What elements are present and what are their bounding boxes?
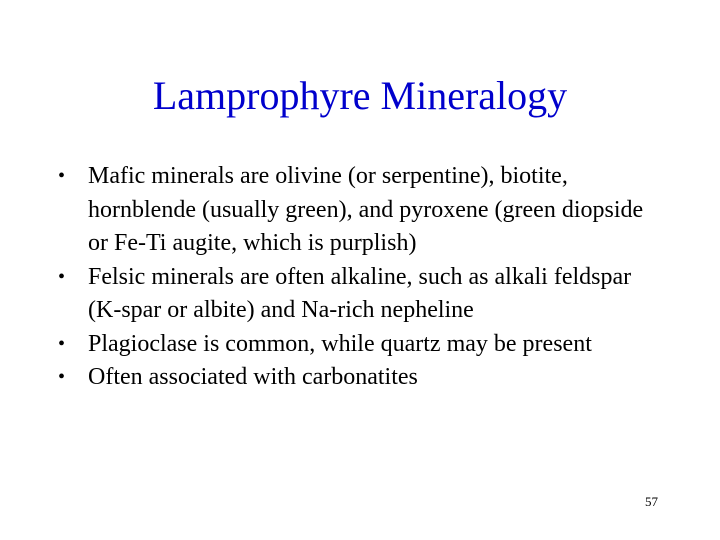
bullet-marker-icon: • bbox=[58, 366, 66, 388]
bullet-text: Mafic minerals are olivine (or serpentine), biotite, hornblende (usually green), and pyroxene (green diopside or Fe-Ti augite, which is purplish) bbox=[88, 163, 644, 256]
bullet-item bbox=[58, 361, 658, 395]
bullet-item bbox=[58, 261, 658, 328]
bullet-text: Felsic minerals are often alkaline, such as alkali feldspar (K-spar or albite) and Na-rich nepheline bbox=[88, 263, 632, 323]
bullet-item bbox=[58, 328, 658, 362]
slide-title: Lamprophyre Mineralogy bbox=[152, 73, 568, 118]
bullet-marker-icon: • bbox=[58, 332, 66, 355]
bullet-list bbox=[58, 160, 658, 395]
bullet-text: Often associated with carbonatites bbox=[88, 364, 418, 390]
bullet-marker-icon: • bbox=[58, 165, 66, 187]
page-number: 57 bbox=[645, 494, 658, 509]
bullet-text: Plagioclase is common, while quartz may be present bbox=[88, 330, 592, 357]
bullet-item bbox=[58, 160, 658, 261]
bullet-marker-icon: • bbox=[58, 265, 66, 288]
